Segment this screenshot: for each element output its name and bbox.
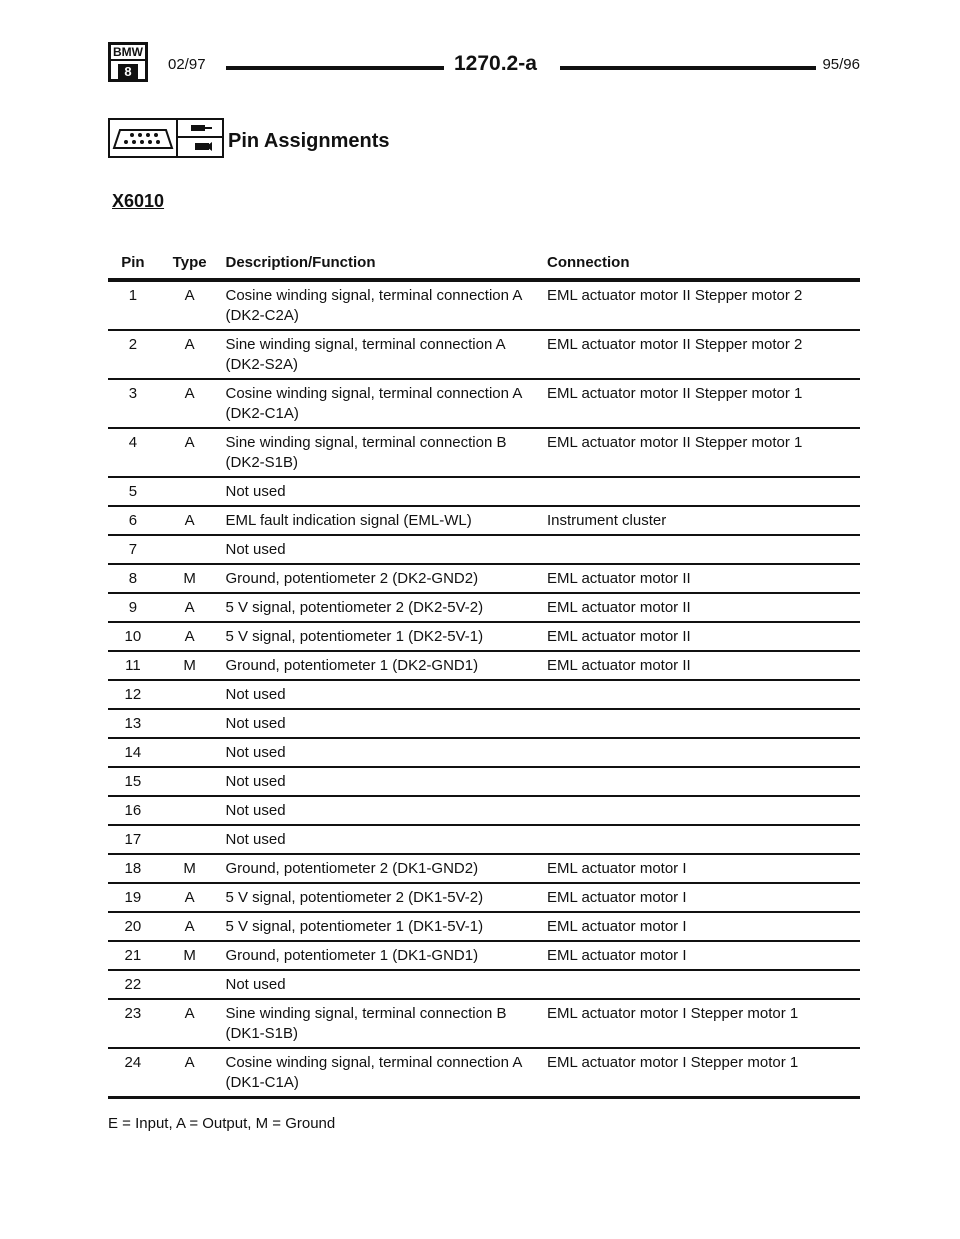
table-row bbox=[108, 796, 860, 825]
connection-cell bbox=[547, 477, 860, 506]
connector-id: X6010 bbox=[112, 191, 165, 211]
type-cell: A bbox=[158, 593, 222, 622]
type-cell: A bbox=[158, 999, 222, 1048]
description-cell: 5 V signal, potentiometer 1 (DK2-5V-1) bbox=[222, 622, 548, 651]
description-cell: Not used bbox=[222, 970, 548, 999]
type-cell: A bbox=[158, 622, 222, 651]
table-row bbox=[108, 680, 860, 709]
bmw-series-logo bbox=[108, 42, 148, 82]
connection-cell bbox=[547, 709, 860, 738]
pin-cell: 23 bbox=[108, 999, 158, 1048]
connection-cell: EML actuator motor I bbox=[547, 941, 860, 970]
connection-cell: EML actuator motor II bbox=[547, 651, 860, 680]
type-cell: A bbox=[158, 1048, 222, 1098]
series-label: 8 bbox=[118, 64, 138, 80]
document-number: 1270.2-a bbox=[454, 52, 537, 75]
pin-cell: 1 bbox=[108, 280, 158, 330]
description-cell: Not used bbox=[222, 738, 548, 767]
connection-cell bbox=[547, 680, 860, 709]
description-cell: Sine winding signal, terminal connection B (DK1-S1B) bbox=[222, 999, 548, 1048]
type-cell bbox=[158, 680, 222, 709]
connection-cell: EML actuator motor I Stepper motor 1 bbox=[547, 999, 860, 1048]
type-cell: A bbox=[158, 280, 222, 330]
type-cell: M bbox=[158, 854, 222, 883]
description-cell: Sine winding signal, terminal connection A (DK2-S2A) bbox=[222, 330, 548, 379]
table-row bbox=[108, 379, 860, 428]
table-row bbox=[108, 970, 860, 999]
table-row bbox=[108, 767, 860, 796]
pin-cell: 2 bbox=[108, 330, 158, 379]
pin-cell: 13 bbox=[108, 709, 158, 738]
pin-assignment-table bbox=[108, 254, 860, 1099]
type-cell bbox=[158, 738, 222, 767]
description-cell: Not used bbox=[222, 709, 548, 738]
pin-cell: 15 bbox=[108, 767, 158, 796]
connection-cell bbox=[547, 796, 860, 825]
pin-cell: 6 bbox=[108, 506, 158, 535]
type-cell: A bbox=[158, 912, 222, 941]
type-cell bbox=[158, 796, 222, 825]
table-header-row bbox=[108, 254, 860, 280]
description-cell: Ground, potentiometer 2 (DK1-GND2) bbox=[222, 854, 548, 883]
connection-cell bbox=[547, 738, 860, 767]
connection-cell: EML actuator motor II Stepper motor 2 bbox=[547, 280, 860, 330]
table-row bbox=[108, 941, 860, 970]
description-cell: Not used bbox=[222, 767, 548, 796]
type-cell bbox=[158, 535, 222, 564]
description-cell: Not used bbox=[222, 796, 548, 825]
pin-cell: 10 bbox=[108, 622, 158, 651]
pin-cell: 20 bbox=[108, 912, 158, 941]
header-type: Type bbox=[158, 254, 222, 280]
pin-cell: 9 bbox=[108, 593, 158, 622]
header-pin: Pin bbox=[108, 254, 158, 280]
table-row bbox=[108, 651, 860, 680]
table-row bbox=[108, 1048, 860, 1098]
description-cell: Cosine winding signal, terminal connection A (DK2-C2A) bbox=[222, 280, 548, 330]
type-cell bbox=[158, 970, 222, 999]
type-cell bbox=[158, 709, 222, 738]
connection-cell: EML actuator motor I bbox=[547, 912, 860, 941]
connection-cell: EML actuator motor II bbox=[547, 564, 860, 593]
pin-cell: 4 bbox=[108, 428, 158, 477]
table-body bbox=[108, 280, 860, 1098]
pin-cell: 18 bbox=[108, 854, 158, 883]
pin-cell: 21 bbox=[108, 941, 158, 970]
pin-cell: 16 bbox=[108, 796, 158, 825]
pin-cell: 14 bbox=[108, 738, 158, 767]
type-legend: E = Input, A = Output, M = Ground bbox=[108, 1115, 336, 1132]
table-row bbox=[108, 535, 860, 564]
pin-cell: 19 bbox=[108, 883, 158, 912]
pin-cell: 8 bbox=[108, 564, 158, 593]
pin-cell: 5 bbox=[108, 477, 158, 506]
type-cell: M bbox=[158, 564, 222, 593]
description-cell: Sine winding signal, terminal connection B (DK2-S1B) bbox=[222, 428, 548, 477]
description-cell: EML fault indication signal (EML-WL) bbox=[222, 506, 548, 535]
pin-cell: 22 bbox=[108, 970, 158, 999]
type-cell: M bbox=[158, 941, 222, 970]
description-cell: Cosine winding signal, terminal connection A (DK2-C1A) bbox=[222, 379, 548, 428]
table-row bbox=[108, 477, 860, 506]
description-cell: Not used bbox=[222, 680, 548, 709]
connection-cell bbox=[547, 767, 860, 796]
table-row bbox=[108, 593, 860, 622]
table-row bbox=[108, 622, 860, 651]
connection-cell: Instrument cluster bbox=[547, 506, 860, 535]
type-cell bbox=[158, 477, 222, 506]
description-cell: Ground, potentiometer 1 (DK1-GND1) bbox=[222, 941, 548, 970]
description-cell: 5 V signal, potentiometer 2 (DK2-5V-2) bbox=[222, 593, 548, 622]
type-cell: A bbox=[158, 379, 222, 428]
table-row bbox=[108, 825, 860, 854]
connection-cell: EML actuator motor II Stepper motor 1 bbox=[547, 428, 860, 477]
description-cell: Cosine winding signal, terminal connection A (DK1-C1A) bbox=[222, 1048, 548, 1098]
type-cell: A bbox=[158, 506, 222, 535]
table-row bbox=[108, 709, 860, 738]
type-cell bbox=[158, 825, 222, 854]
table-row bbox=[108, 883, 860, 912]
model-years: 95/96 bbox=[822, 56, 860, 73]
table-row bbox=[108, 330, 860, 379]
header-connection: Connection bbox=[547, 254, 860, 280]
connection-cell bbox=[547, 970, 860, 999]
pin-cell: 7 bbox=[108, 535, 158, 564]
page-title: Pin Assignments bbox=[228, 130, 390, 152]
type-cell: M bbox=[158, 651, 222, 680]
description-cell: Not used bbox=[222, 477, 548, 506]
connection-cell: EML actuator motor II bbox=[547, 593, 860, 622]
header-rule-left bbox=[226, 66, 444, 70]
connection-cell: EML actuator motor I Stepper motor 1 bbox=[547, 1048, 860, 1098]
header-rule-right bbox=[560, 66, 816, 70]
connection-cell: EML actuator motor II Stepper motor 1 bbox=[547, 379, 860, 428]
table-row bbox=[108, 854, 860, 883]
table-row bbox=[108, 564, 860, 593]
issue-date: 02/97 bbox=[168, 56, 206, 73]
connection-cell: EML actuator motor I bbox=[547, 883, 860, 912]
connection-cell bbox=[547, 535, 860, 564]
type-cell bbox=[158, 767, 222, 796]
type-cell: A bbox=[158, 883, 222, 912]
pin-cell: 17 bbox=[108, 825, 158, 854]
pin-cell: 12 bbox=[108, 680, 158, 709]
connection-cell: EML actuator motor I bbox=[547, 854, 860, 883]
connection-cell: EML actuator motor II bbox=[547, 622, 860, 651]
description-cell: Ground, potentiometer 2 (DK2-GND2) bbox=[222, 564, 548, 593]
connection-cell: EML actuator motor II Stepper motor 2 bbox=[547, 330, 860, 379]
table-row bbox=[108, 738, 860, 767]
table-row bbox=[108, 506, 860, 535]
pin-cell: 11 bbox=[108, 651, 158, 680]
connector-icon bbox=[108, 118, 178, 158]
description-cell: Not used bbox=[222, 825, 548, 854]
table-row bbox=[108, 912, 860, 941]
brand-label: BMW bbox=[113, 45, 143, 59]
table-row bbox=[108, 999, 860, 1048]
description-cell: 5 V signal, potentiometer 1 (DK1-5V-1) bbox=[222, 912, 548, 941]
type-cell: A bbox=[158, 428, 222, 477]
type-cell: A bbox=[158, 330, 222, 379]
description-cell: 5 V signal, potentiometer 2 (DK1-5V-2) bbox=[222, 883, 548, 912]
description-cell: Not used bbox=[222, 535, 548, 564]
pin-direction-icon bbox=[176, 118, 224, 158]
description-cell: Ground, potentiometer 1 (DK2-GND1) bbox=[222, 651, 548, 680]
table-row bbox=[108, 280, 860, 330]
pin-cell: 3 bbox=[108, 379, 158, 428]
table-row bbox=[108, 428, 860, 477]
connection-cell bbox=[547, 825, 860, 854]
page-header bbox=[108, 42, 860, 84]
header-description: Description/Function bbox=[222, 254, 548, 280]
pin-cell: 24 bbox=[108, 1048, 158, 1098]
